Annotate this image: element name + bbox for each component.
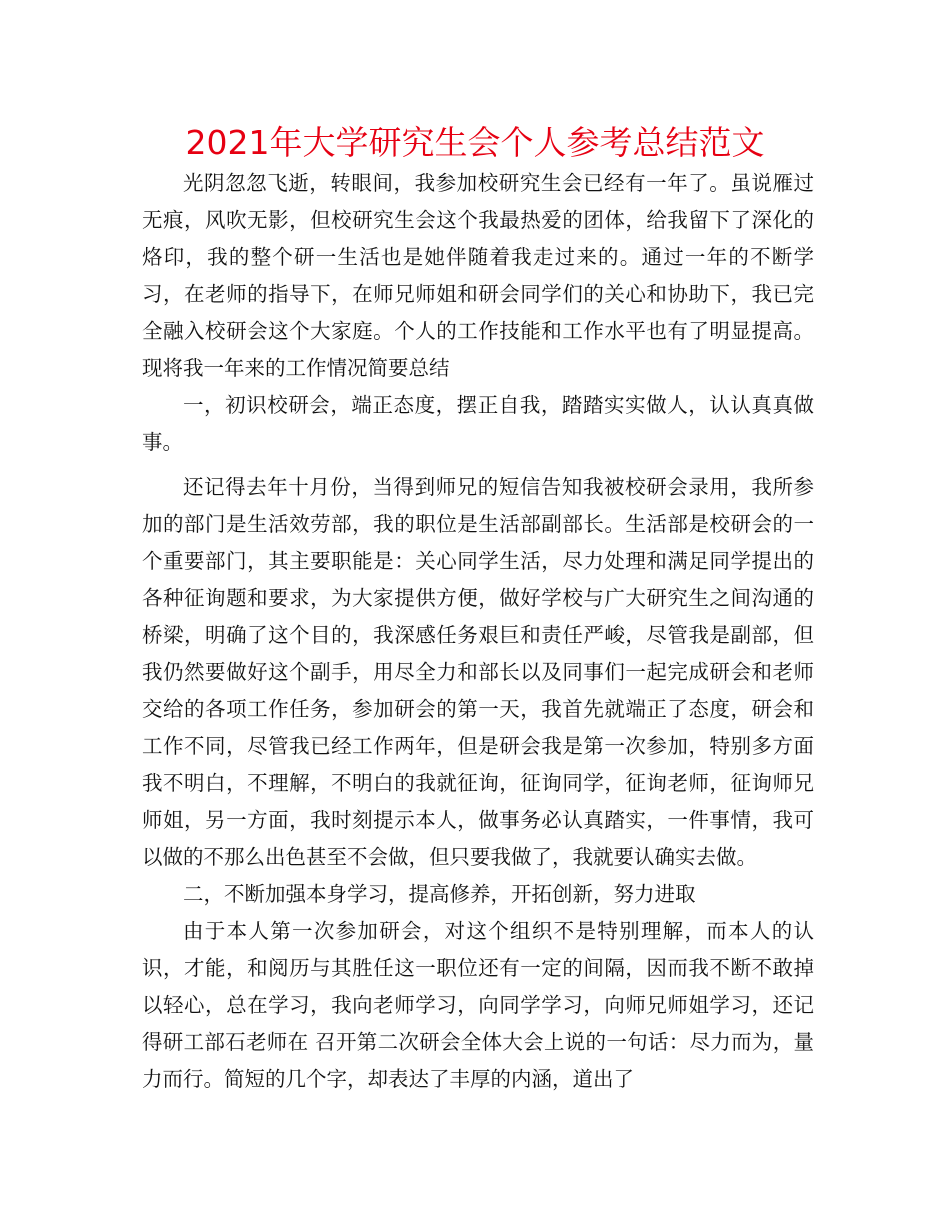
paragraph-section-two: 由于本人第一次参加研会，对这个组织不是特别理解，而本人的认识，才能，和阅历与其胜任这一职位还有一定的间隔，因而我不断不敢掉以轻心，总在学习，我向老师学习，向同学学习，向师兄师姐学习，还记得研工部石老师在 召开第二次研会全体大会上说的一句话：尽力而为，量力而行。简短的几个字，却表达了丰厚的内涵，道出了: [142, 919, 814, 1091]
paragraph-heading-one: 一，初识校研会，端正态度，摆正自我，踏踏实实做人，认认真真做事。: [142, 393, 814, 454]
paragraph-section-one: 还记得去年十月份，当得到师兄的短信告知我被校研会录用，我所参加的部门是生活效劳部，我的职位是生活部副部长。生活部是校研会的一个重要部门，其主要职能是：关心同学生活，尽力处理和满足同学提出的各种征询题和要求，为大家提供方便，做好学校与广大研究生之间沟通的桥梁，明确了这个目的，我深感任务艰巨和责任严峻，尽管我是副部，但我仍然要做好这个副手，用尽全力和部长以及同事们一起完成研会和老师交给的各项工作任务，参加研会的第一天，我首先就端正了态度，研会和工作不同，尽管我已经工作两年，但是研会我是第一次参加，特别多方面我不明白，不理解，不明白的我就征询，征询同学，征询老师，征询师兄师姐，另一方面，我时刻提示本人，做事务必认真踏实，一件事情，我可以做的不那么出色甚至不会做，但只要我做了，我就要认确实去做。: [142, 475, 814, 869]
document-body: [142, 165, 814, 1098]
document-title: 2021年大学研究生会个人参考总结范文: [185, 123, 765, 162]
paragraph-heading-two: 二，不断加强本身学习，提高修养，开拓创新，努力进取: [183, 882, 696, 906]
paragraph-intro: 光阴忽忽飞逝，转眼间，我参加校研究生会已经有一年了。虽说雁过无痕，风吹无影，但校研究生会这个我最热爱的团体，给我留下了深化的烙印，我的整个研一生活也是她伴随着我走过来的。通过一年的不断学习，在老师的指导下，在师兄师姐和研会同学们的关心和协助下，我已完全融入校研会这个大家庭。个人的工作技能和工作水平也有了明显提高。现将我一年来的工作情况简要总结: [142, 171, 814, 380]
